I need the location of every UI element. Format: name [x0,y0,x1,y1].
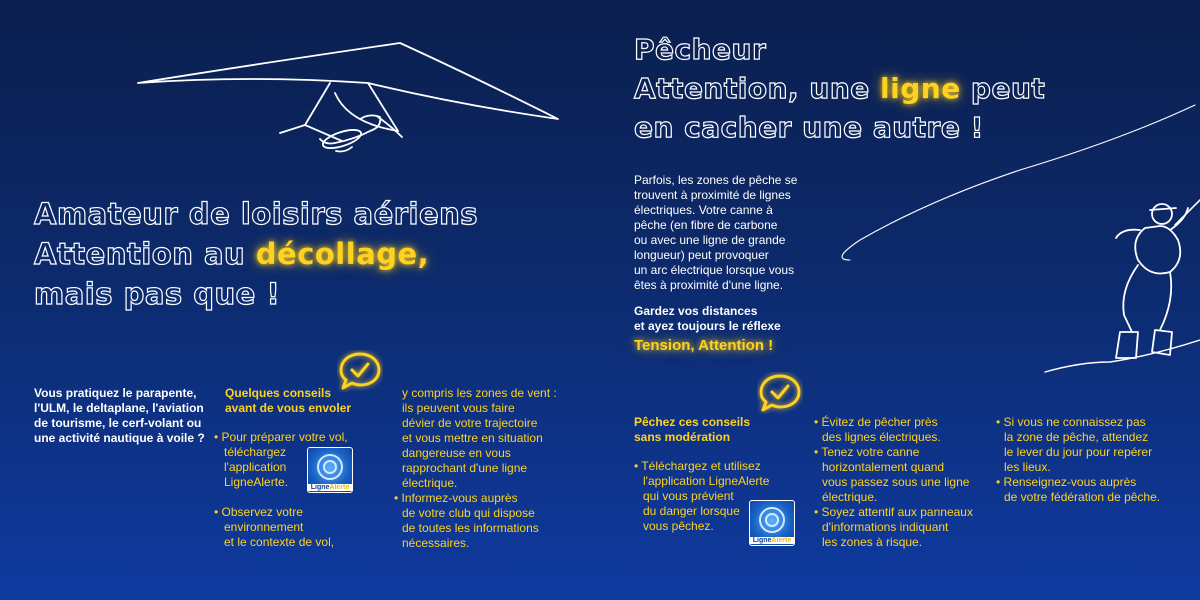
left-col3-line: dangereuse en vous [402,446,511,460]
app-icon-label-part2: Alerte [329,484,350,491]
left-col3-tip-line: nécessaires. [402,536,470,550]
right-body-line: un arc électrique lorsque vous [634,263,795,277]
right-col3-line: les lieux. [1004,460,1051,474]
right-reflex [634,304,781,356]
right-col1-line: du danger lorsque [643,504,740,518]
right-body [634,173,797,293]
right-reflex-line1: Gardez vos distances [634,304,758,318]
left-tip2-line2: environnement [224,520,304,534]
app-icon-label [750,537,794,544]
right-col3-line: de votre fédération de pêche. [1004,490,1161,504]
right-title-line2-pre: Attention, une [634,72,881,105]
right-reflex-line2: et ayez toujours le réflexe [634,319,781,333]
left-tip1-line3: l'application [224,460,287,474]
left-tip1-line2: téléchargez [224,445,287,459]
left-tips-heading-line2: avant de vous envoler [225,401,352,415]
left-tip2-line1: • Observez votre [214,505,303,519]
check-speech-bubble-icon [757,372,803,414]
app-icon-inner-ring [765,513,779,527]
right-col3 [996,415,1160,505]
right-col3-line: le lever du jour pour repérer [1004,445,1153,459]
ligne-alerte-app-icon [749,500,795,546]
left-col3-line: rapprochant d'une ligne [402,461,528,475]
left-col3-line: et vous mettre en situation [402,431,543,445]
left-tip2-line3: et le contexte de vol, [224,535,335,549]
left-col3 [394,386,557,551]
right-tips-heading-line2: sans modération [634,430,731,444]
app-icon-inner-ring [323,460,337,474]
right-body-line: longueur) peut provoquer [634,248,769,262]
right-body-line: trouvent à proximité de lignes [634,188,791,202]
right-tips-heading-line1: Pêchez ces conseils [634,415,751,429]
right-title-line1: Pêcheur [634,33,767,66]
right-col2 [814,415,973,550]
right-body-line: électriques. Votre canne à [634,203,773,217]
right-col2-line: • Évitez de pêcher près [814,415,938,429]
left-tips-heading-line1: Quelques conseils [225,386,332,400]
right-reflex-highlight: Tension, Attention ! [634,337,774,354]
app-icon-label [308,484,352,491]
left-col3-line: y compris les zones de vent : [402,386,557,400]
app-icon-label-part1: Ligne [310,484,330,491]
right-col2-line: horizontalement quand [822,460,945,474]
ligne-alerte-app-icon [307,447,353,493]
right-col1-line: vous pêchez. [643,519,714,533]
right-title-line3: en cacher une autre ! [634,111,984,144]
left-intro: Vous pratiquez le parapente, l'ULM, le deltaplane, l'aviation de tourisme, le cerf-volant ou une activité nautique à voile ? [34,386,205,445]
left-title-line1: Amateur de loisirs aériens [34,197,479,231]
left-title [34,194,478,314]
left-title-line2-text: Attention au [34,237,256,271]
app-icon-label-part2: Alerte [771,537,792,544]
left-col3-tip-line: • Informez-vous auprès [394,491,518,505]
left-title-line2 [34,234,478,274]
right-title [634,30,1045,147]
right-col2-line: d'informations indiquant [822,520,949,534]
right-col2-line: des lignes électriques. [822,430,941,444]
left-title-line3: mais pas que ! [34,277,281,311]
right-col2-line: • Soyez attentif aux panneaux [814,505,973,519]
left-tips-heading [225,386,351,416]
left-tip1-line1: • Pour préparer votre vol, [214,430,348,444]
right-body-line: pêche (en fibre de carbone [634,218,778,232]
right-col3-line: • Si vous ne connaissez pas [996,415,1146,429]
right-col3-line: la zone de pêche, attendez [1004,430,1149,444]
right-title-highlight: ligne [880,72,961,105]
left-col3-line: électrique. [402,476,458,490]
right-col1-line: qui vous prévient [643,489,734,503]
right-col2-line: les zones à risque. [822,535,923,549]
hang-glider-illustration [130,35,570,170]
left-tip2 [214,505,334,550]
right-col2-line: électrique. [822,490,878,504]
right-tips-heading [634,415,750,445]
left-col3-line: dévier de votre trajectoire [402,416,538,430]
right-body-line: ou avec une ligne de grande [634,233,786,247]
right-col2-line: • Tenez votre canne [814,445,920,459]
right-col1-line: l'application LigneAlerte [643,474,770,488]
app-icon-label-part1: Ligne [752,537,772,544]
left-col3-tip-line: de votre club qui dispose [402,506,535,520]
right-body-line: êtes à proximité d'une ligne. [634,278,784,292]
left-title-highlight: décollage, [255,237,430,271]
right-col1-line: • Téléchargez et utilisez [634,459,761,473]
right-body-line: Parfois, les zones de pêche se [634,173,798,187]
left-col3-tip-line: de toutes les informations [402,521,539,535]
left-tip1-line4: LigneAlerte. [224,475,289,489]
right-col2-line: vous passez sous une ligne [822,475,970,489]
right-title-line2 [634,69,1045,108]
right-col3-line: • Renseignez-vous auprès [996,475,1137,489]
right-title-line2-post: peut [960,72,1046,105]
left-col3-line: ils peuvent vous faire [402,401,515,415]
